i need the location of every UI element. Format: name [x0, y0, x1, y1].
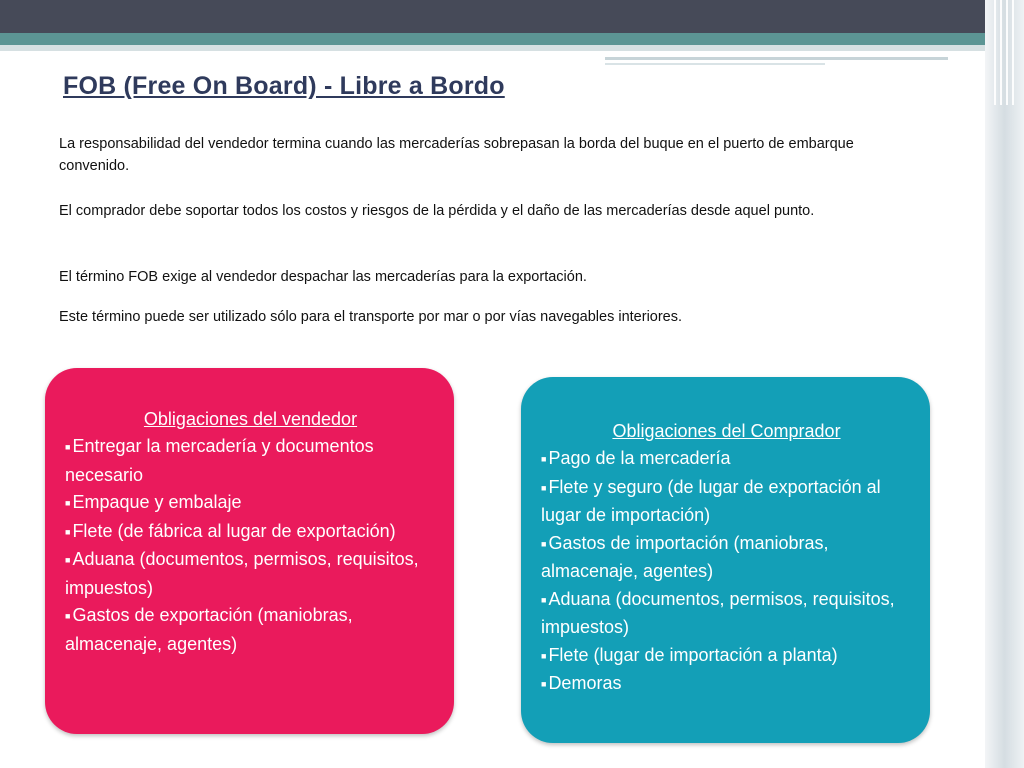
- header-accent-line-short: [605, 63, 825, 65]
- buyer-obligations-list: [541, 445, 912, 699]
- list-item: ■ Entregar la mercadería y documentos necesario: [65, 436, 374, 485]
- list-item: ■ Flete y seguro (de lugar de exportación al lugar de importación): [541, 476, 881, 525]
- square-bullet-icon: ■: [541, 594, 547, 605]
- list-item: ■ Flete (lugar de importación a planta): [541, 644, 838, 665]
- seller-obligations-box: [45, 368, 454, 734]
- list-item: ■ Gastos de importación (maniobras, almacenaje, agentes): [541, 532, 829, 581]
- header-teal-band: [0, 33, 1024, 45]
- paragraph-buyer-costs: El comprador debe soportar todos los costos y riesgos de la pérdida y el daño de las mercaderías desde aquel punto.: [59, 203, 815, 219]
- header-dark-band: [0, 0, 1024, 33]
- square-bullet-icon: ■: [65, 611, 71, 621]
- header-accent-line: [605, 57, 948, 60]
- square-bullet-icon: ■: [65, 442, 71, 452]
- seller-obligations-list: [65, 433, 436, 658]
- square-bullet-icon: ■: [541, 538, 547, 549]
- paragraph-export-clearance: El término FOB exige al vendedor despachar las mercaderías para la exportación.: [59, 269, 587, 285]
- square-bullet-icon: ■: [65, 498, 71, 508]
- list-item: ■ Aduana (documentos, permisos, requisitos, impuestos): [541, 588, 895, 637]
- list-item: ■ Flete (de fábrica al lugar de exportación): [65, 520, 396, 541]
- header-light-band: [0, 45, 1024, 51]
- buyer-obligations-box: [521, 377, 930, 743]
- corner-stripes: [990, 0, 1024, 105]
- list-item: ■ Gastos de exportación (maniobras, almacenaje, agentes): [65, 605, 353, 654]
- list-item: ■ Aduana (documentos, permisos, requisitos, impuestos): [65, 549, 419, 598]
- square-bullet-icon: ■: [541, 482, 547, 493]
- square-bullet-icon: ■: [65, 555, 71, 565]
- list-item: ■ Pago de la mercadería: [541, 448, 731, 468]
- paragraph-seller-responsibility: La responsabilidad del vendedor termina cuando las mercaderías sobrepasan la borda del buque en el puerto de embarque convenido.: [59, 136, 854, 174]
- paragraph-transport-mode: Este término puede ser utilizado sólo para el transporte por mar o por vías navegables interiores.: [59, 309, 683, 325]
- slide-title: FOB (Free On Board) - Libre a Bordo: [63, 72, 505, 100]
- list-item: ■ Demoras: [541, 673, 622, 693]
- seller-obligations-heading: Obligaciones del vendedor: [143, 409, 358, 429]
- buyer-obligations-heading: Obligaciones del Comprador: [612, 421, 841, 441]
- square-bullet-icon: ■: [541, 650, 547, 661]
- square-bullet-icon: ■: [541, 454, 547, 464]
- list-item: ■ Empaque y embalaje: [65, 492, 242, 512]
- square-bullet-icon: ■: [65, 526, 71, 537]
- square-bullet-icon: ■: [541, 679, 547, 689]
- right-edge-band: [985, 0, 1024, 768]
